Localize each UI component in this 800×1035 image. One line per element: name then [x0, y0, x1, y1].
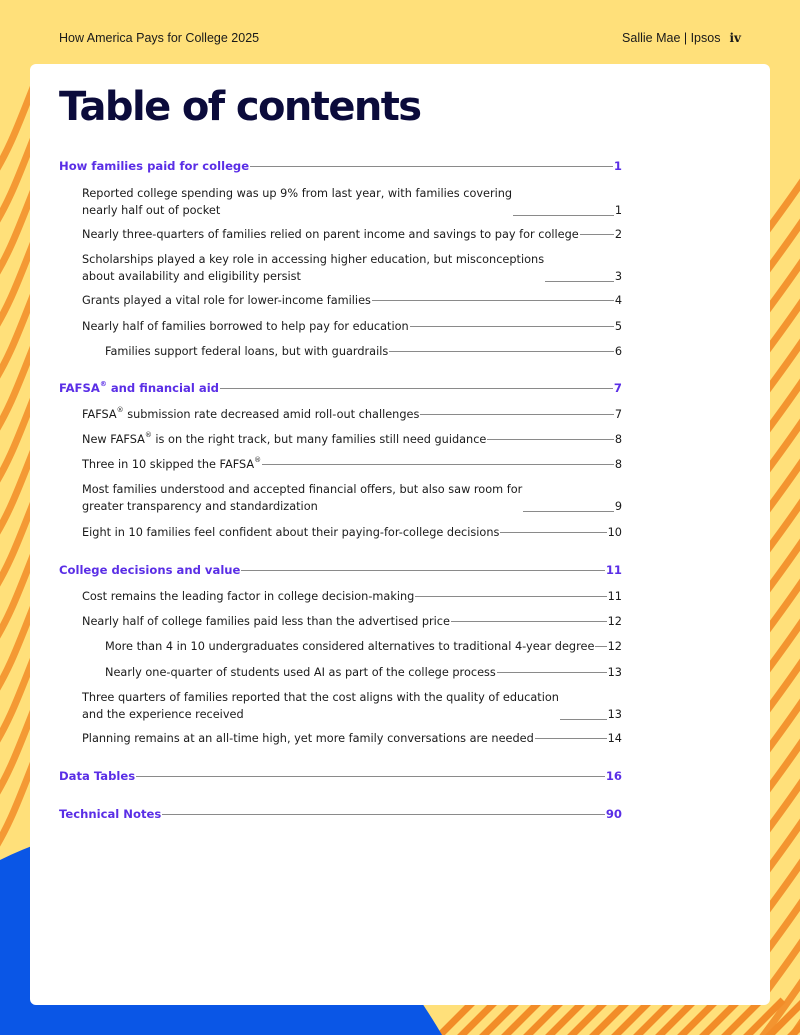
dot-leader — [162, 814, 605, 815]
toc-page-number: 3 — [614, 270, 622, 283]
toc-page-number: 8 — [614, 458, 622, 471]
toc-section-entry[interactable] — [59, 562, 622, 579]
toc-entry-title: Cost remains the leading factor in college decision-making — [82, 590, 415, 603]
dot-leader — [580, 234, 614, 235]
toc-entry-title — [82, 481, 522, 515]
toc-entry-title-line2: about availability and eligibility persist — [82, 270, 301, 283]
toc-entry-title: Families support federal loans, but with guardrails — [105, 345, 389, 358]
toc-page-number: 7 — [613, 381, 622, 395]
toc-page-number: 13 — [607, 666, 622, 679]
toc-entry[interactable] — [59, 251, 622, 285]
report-title-header: How America Pays for College 2025 — [59, 31, 260, 45]
dot-leader — [595, 646, 606, 647]
publisher-name: Sallie Mae | Ipsos — [622, 31, 721, 45]
toc-page-number: 10 — [607, 526, 622, 539]
toc-entry-title — [82, 689, 559, 723]
toc-page-number: 12 — [607, 615, 622, 628]
dot-leader — [497, 672, 607, 673]
toc-entry[interactable] — [59, 481, 622, 515]
toc-entry-title: Eight in 10 families feel confident about their paying-for-college decisions — [82, 526, 500, 539]
dot-leader — [513, 215, 614, 216]
toc-entry-title: New FAFSA® is on the right track, but many families still need guidance — [82, 431, 487, 446]
toc-page-number: 1 — [614, 204, 622, 217]
toc-section-entry[interactable] — [59, 158, 622, 175]
toc-entry[interactable] — [59, 588, 622, 605]
toc-page-number: 14 — [607, 732, 622, 745]
toc-page-number: 5 — [614, 320, 622, 333]
dot-leader — [545, 281, 614, 282]
toc-entry-title-line2: and the experience received — [82, 708, 244, 721]
toc-page-number: 11 — [605, 563, 622, 577]
dot-leader — [410, 326, 614, 327]
toc-entry[interactable] — [59, 343, 622, 360]
toc-section-entry[interactable] — [59, 768, 622, 785]
toc-entry-title: How families paid for college — [59, 159, 250, 173]
toc-entry-title: Three in 10 skipped the FAFSA® — [82, 456, 262, 471]
toc-entry[interactable] — [59, 185, 622, 219]
toc-page-number: 2 — [614, 228, 622, 241]
toc-entry-title: Nearly three-quarters of families relied on parent income and savings to pay for college — [82, 228, 579, 241]
toc-section-entry[interactable] — [59, 806, 622, 823]
toc-entry[interactable] — [59, 730, 622, 747]
page-number: iv — [729, 31, 741, 45]
toc-entry-title: Nearly one-quarter of students used AI as part of the college process — [105, 666, 496, 679]
toc-entry-title: College decisions and value — [59, 563, 241, 577]
dot-leader — [523, 511, 614, 512]
toc-entry-title — [82, 251, 544, 285]
toc-entry-title: More than 4 in 10 undergraduates considered alternatives to traditional 4-year degree — [105, 640, 595, 653]
toc-entry-title: Grants played a vital role for lower-income families — [82, 294, 371, 307]
content-card — [30, 64, 770, 1005]
toc-entry-title: Data Tables — [59, 769, 136, 783]
dot-leader — [250, 166, 613, 167]
toc-entry-title: FAFSA® and financial aid — [59, 380, 219, 395]
dot-leader — [372, 300, 614, 301]
dot-leader — [451, 621, 607, 622]
toc-entry[interactable] — [59, 226, 622, 243]
toc-page-number: 16 — [605, 769, 622, 783]
toc-entry[interactable] — [59, 524, 622, 541]
toc-entry[interactable] — [59, 689, 622, 723]
toc-page-number: 7 — [614, 408, 622, 421]
toc-entry[interactable] — [59, 292, 622, 309]
toc-entry-title-line1: Scholarships played a key role in accessing higher education, but misconceptions — [82, 253, 545, 266]
dot-leader — [560, 719, 607, 720]
dot-leader — [500, 532, 606, 533]
toc-entry-title: Nearly half of families borrowed to help pay for education — [82, 320, 409, 333]
toc-page-number: 12 — [607, 640, 622, 653]
toc-entry-title: Planning remains at an all-time high, yet more family conversations are needed — [82, 732, 534, 745]
toc-entry[interactable] — [59, 613, 622, 630]
dot-leader — [136, 776, 605, 777]
toc-page-number: 9 — [614, 500, 622, 513]
page-title: Table of contents — [59, 84, 421, 130]
dot-leader — [389, 351, 614, 352]
toc-entry-title: FAFSA® submission rate decreased amid roll-out challenges — [82, 406, 420, 421]
dot-leader — [262, 464, 614, 465]
toc-entry[interactable] — [59, 318, 622, 335]
toc-page-number: 1 — [613, 159, 622, 173]
toc-section-entry[interactable] — [59, 380, 622, 397]
toc-entry[interactable] — [59, 406, 622, 423]
toc-entry[interactable] — [59, 638, 622, 655]
dot-leader — [415, 596, 606, 597]
toc-page-number: 90 — [605, 807, 622, 821]
toc-page-number: 8 — [614, 433, 622, 446]
toc-entry-title-line2: greater transparency and standardization — [82, 500, 318, 513]
toc-page-number: 4 — [614, 294, 622, 307]
toc-entry-title — [82, 185, 512, 219]
toc-page-number: 6 — [614, 345, 622, 358]
toc-entry[interactable] — [59, 431, 622, 448]
toc-entry-title-line1: Reported college spending was up 9% from last year, with families covering — [82, 187, 513, 200]
dot-leader — [535, 738, 607, 739]
toc-page-number: 11 — [607, 590, 622, 603]
toc-entry[interactable] — [59, 664, 622, 681]
toc-entry[interactable] — [59, 456, 622, 473]
toc-entry-title: Nearly half of college families paid less than the advertised price — [82, 615, 450, 628]
toc-page-number: 13 — [607, 708, 622, 721]
dot-leader — [487, 439, 613, 440]
dot-leader — [420, 414, 613, 415]
dot-leader — [241, 570, 604, 571]
toc-entry-title-line1: Most families understood and accepted financial offers, but also saw room for — [82, 483, 523, 496]
publisher-header — [622, 31, 741, 45]
dot-leader — [220, 388, 613, 389]
toc-entry-title-line1: Three quarters of families reported that the cost aligns with the quality of education — [82, 691, 559, 704]
toc-entry-title-line2: nearly half out of pocket — [82, 204, 221, 217]
toc-entry-title: Technical Notes — [59, 807, 162, 821]
